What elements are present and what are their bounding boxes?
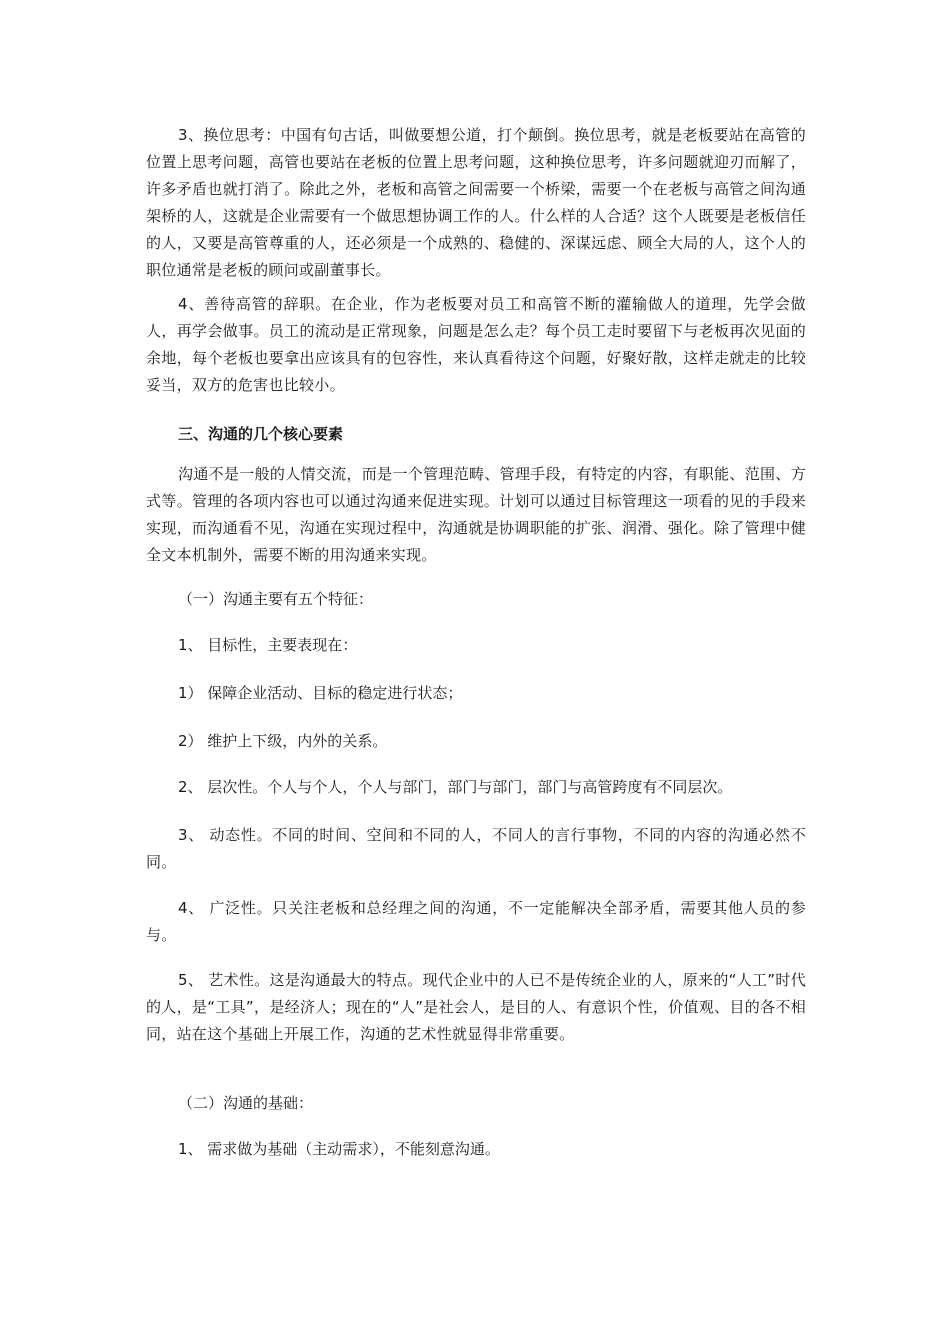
list-subitem-2: 2） 维护上下级，内外的关系。	[178, 732, 388, 750]
subsection-title-features: （一）沟通主要有五个特征：	[178, 590, 374, 608]
section-title-communication-elements: 三、沟通的几个核心要素	[178, 425, 344, 443]
list-subitem-1: 1） 保障企业活动、目标的稳定进行状态；	[178, 684, 463, 702]
list-item-art: 5、 艺术性。这是沟通最大的特点。现代企业中的人已不是传统企业的人，原来的“人工”时代的人，是“工具”，是经济人；现在的“人”是社会人，是目的人、有意识个性，价值观、目的各不相同，站在这个基础上开展工作，沟通的艺术性就显得非常重要。	[146, 971, 806, 1043]
subsection-title-basis: （二）沟通的基础：	[178, 1094, 314, 1112]
paragraph-communication-definition: 沟通不是一般的人情交流，而是一个管理范畴、管理手段，有特定的内容，有职能、范围、方式等。管理的各项内容也可以通过沟通来促进实现。计划可以通过目标管理这一项看的见的手段来实现，而沟通看不见，沟通在实现过程中，沟通就是协调职能的扩张、润滑、强化。除了管理中健全文本机制外，需要不断的用沟通来实现。	[146, 465, 806, 564]
list-item-need-basis: 1、 需求做为基础（主动需求），不能刻意沟通。	[178, 1140, 500, 1158]
list-item-level: 2、 层次性。个人与个人，个人与部门，部门与部门，部门与高管跨度有不同层次。	[178, 778, 733, 796]
list-item-goal: 1、 目标性，主要表现在：	[178, 636, 358, 654]
list-item-dynamic: 3、 动态性。不同的时间、空间和不同的人，不同人的言行事物，不同的内容的沟通必然不同。	[146, 826, 806, 871]
paragraph-perspective-taking: 3、换位思考：中国有句古话，叫做要想公道，打个颠倒。换位思考，就是老板要站在高管的位置上思考问题，高管也要站在老板的位置上思考问题，这种换位思考，许多问题就迎刃而解了，许多矛盾也就打消了。除此之外，老板和高管之间需要一个桥梁，需要一个在老板与高管之间沟通架桥的人，这就是企业需要有一个做思想协调工作的人。什么样的人合适？这个人既要是老板信任的人，又要是高管尊重的人，还必须是一个成熟的、稳健的、深谋远虑、顾全大局的人，这个人的职位通常是老板的顾问或副董事长。	[146, 126, 806, 279]
list-item-breadth: 4、 广泛性。只关注老板和总经理之间的沟通，不一定能解决全部矛盾，需要其他人员的参与。	[146, 899, 806, 944]
paragraph-resignation: 4、善待高管的辞职。在企业，作为老板要对员工和高管不断的灌输做人的道理，先学会做人，再学会做事。员工的流动是正常现象，问题是怎么走？每个员工走时要留下与老板再次见面的余地，每个老板也要拿出应该具有的包容性，来认真看待这个问题，好聚好散，这样走就走的比较妥当，双方的危害也比较小。	[146, 295, 806, 394]
